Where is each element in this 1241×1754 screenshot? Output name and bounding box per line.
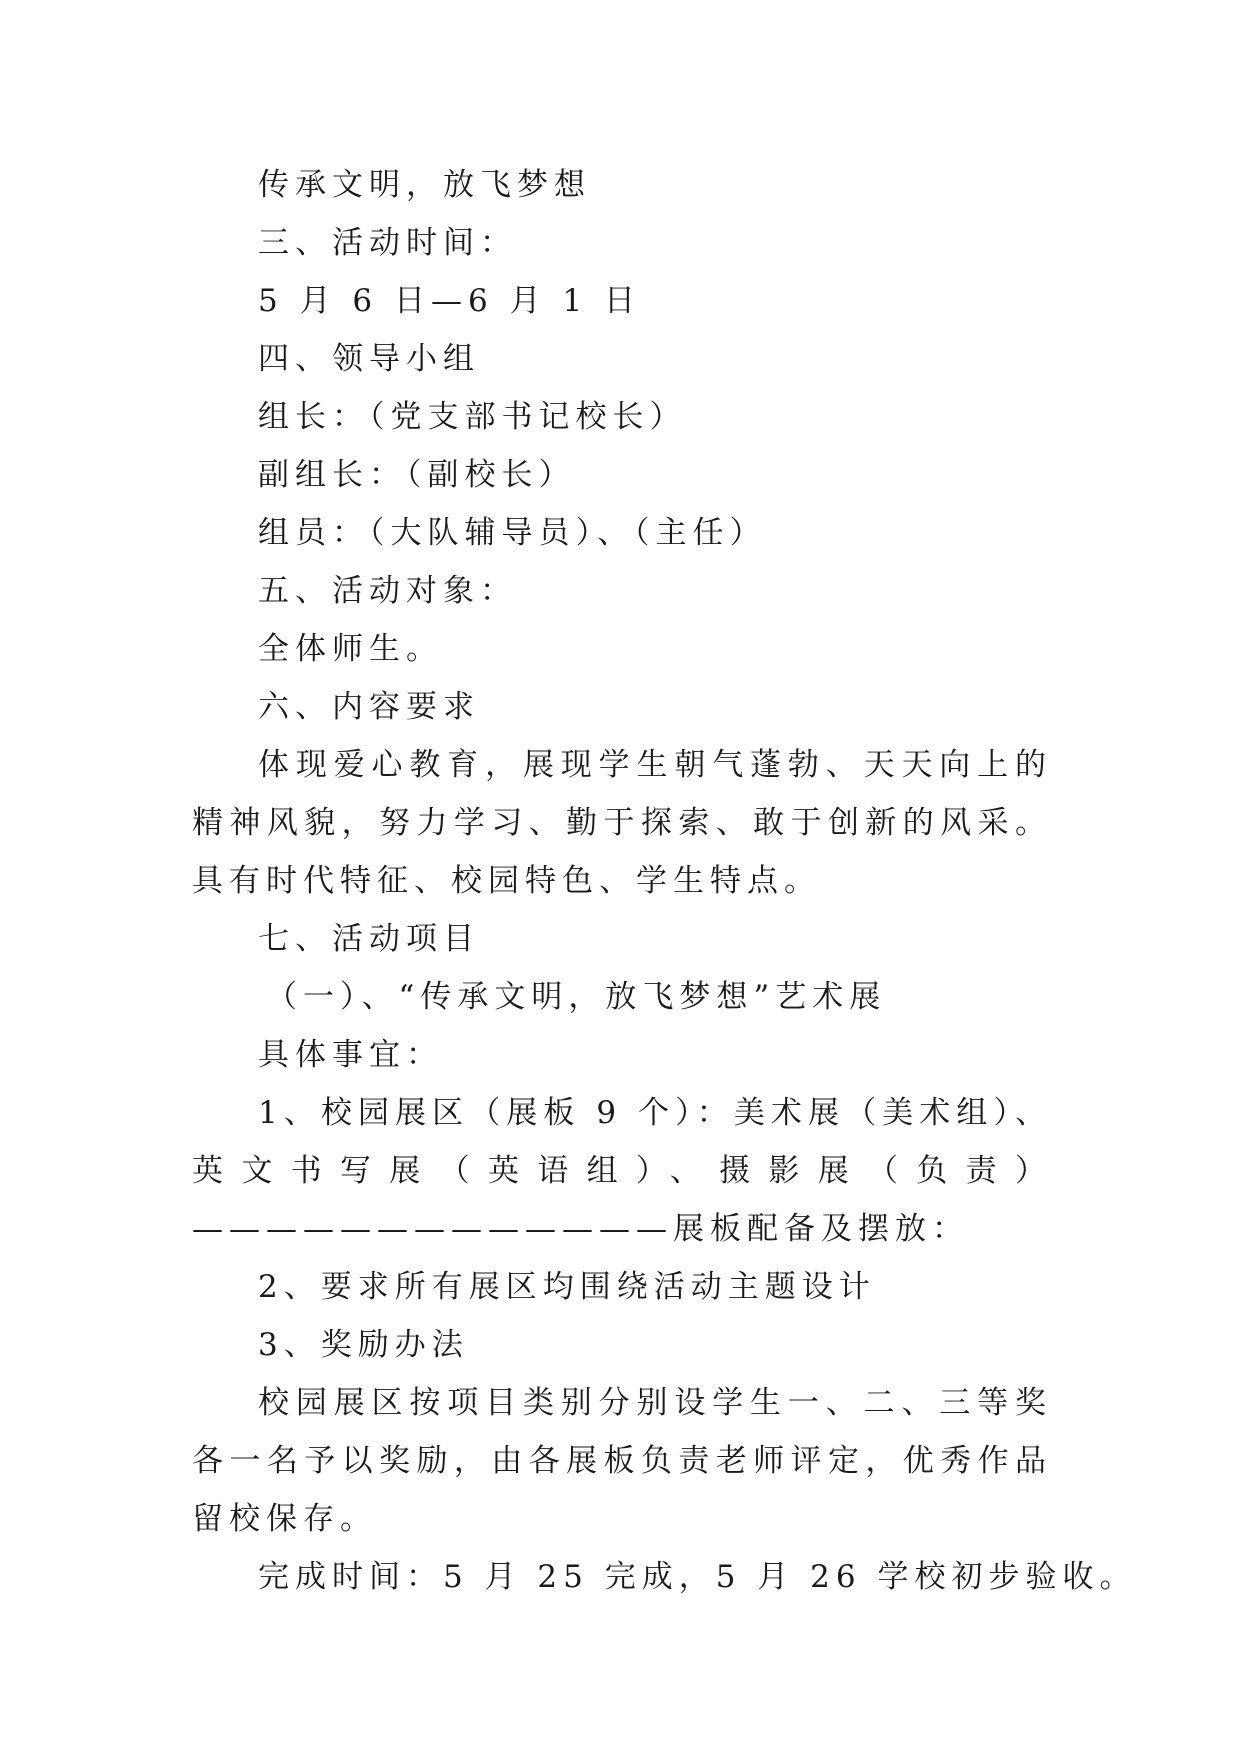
section-heading-time: 三、活动时间：	[258, 225, 517, 261]
activity-time-text: 5 月 6 日—6 月 1 日	[258, 283, 642, 319]
slogan-text: 传承文明，放飞梦想	[258, 167, 591, 203]
item-3-text: 3、奖励办法	[258, 1327, 469, 1363]
item-1-paragraph: 1、校园展区（展板 9 个）：美术展（美术组）、英文书写展（英语组）、摄影展（负责）—————————————展板配备及摆放：	[192, 1095, 1052, 1247]
subsection-heading-art-exhibit: （一）、“传承文明，放飞梦想”艺术展	[266, 979, 887, 1015]
award-paragraph: 校园展区按项目类别分别设学生一、二、三等奖各一名予以奖励，由各展板负责老师评定，优秀作品留校保存。	[192, 1385, 1052, 1537]
deadline-text: 完成时间：5 月 25 完成，5 月 26 学校初步验收。	[258, 1559, 1137, 1595]
leader-text: 组长：（党支部书记校长）	[258, 399, 687, 435]
members-text: 组员：（大队辅导员）、（主任）	[258, 515, 767, 551]
section-heading-projects: 七、活动项目	[258, 921, 480, 957]
document-body	[192, 156, 1137, 1606]
details-label: 具体事宜：	[258, 1037, 443, 1073]
item-2-text: 2、要求所有展区均围绕活动主题设计	[258, 1269, 876, 1305]
vice-leader-text: 副组长：（副校长）	[258, 457, 576, 493]
requirements-paragraph: 体现爱心教育，展现学生朝气蓬勃、天天向上的精神风貌，努力学习、勤于探索、敢于创新的风采。具有时代特征、校园特色、学生特点。	[192, 747, 1052, 899]
section-heading-target: 五、活动对象：	[258, 573, 517, 609]
target-text: 全体师生。	[258, 631, 443, 667]
section-heading-leadership: 四、领导小组	[258, 341, 480, 377]
section-heading-requirements: 六、内容要求	[258, 689, 480, 725]
